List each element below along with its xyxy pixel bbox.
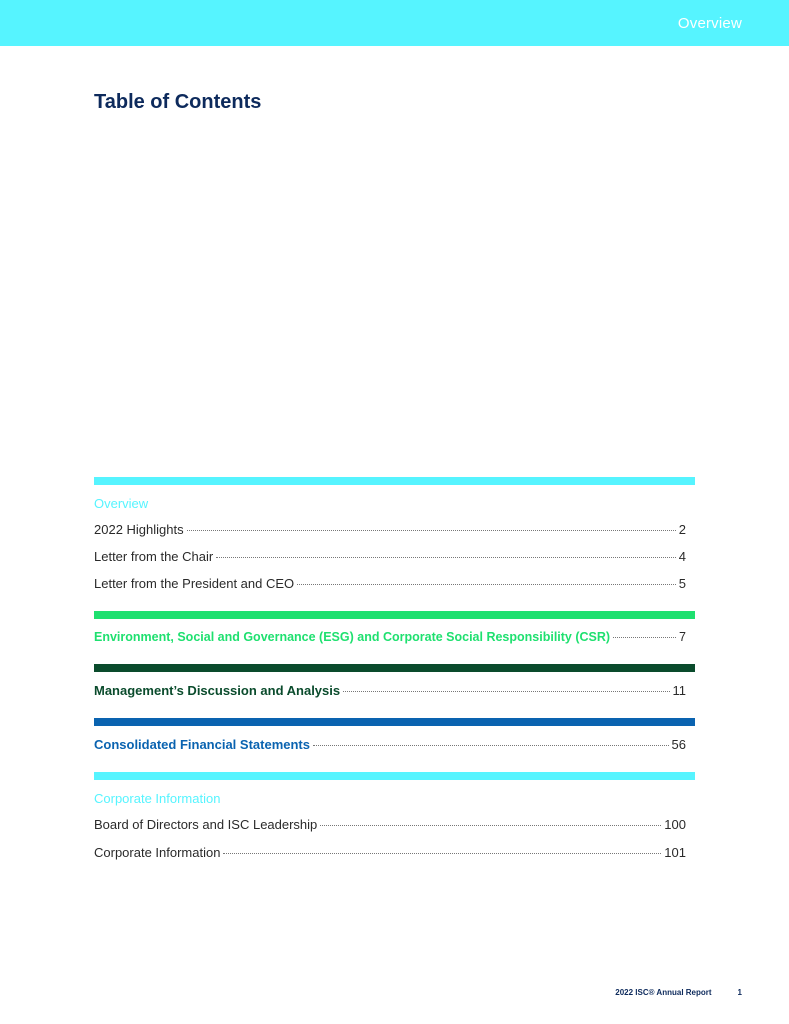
toc-entry-label: 2022 Highlights	[94, 522, 184, 537]
toc-entry-highlights[interactable]	[94, 522, 686, 540]
toc-entry-label: Consolidated Financial Statements	[94, 737, 310, 752]
header-section-label: Overview	[677, 15, 742, 32]
toc-entry-corporate-info[interactable]	[94, 845, 686, 863]
overview-rule	[94, 477, 695, 485]
toc-entry-letter-ceo[interactable]	[94, 576, 686, 594]
dot-leader	[216, 557, 676, 558]
toc-entry-page: 101	[664, 845, 686, 860]
toc-entry-label: Corporate Information	[94, 845, 221, 860]
toc-entry-esg[interactable]	[94, 630, 686, 648]
dot-leader	[223, 853, 661, 854]
toc-entry-page: 7	[679, 630, 686, 644]
dot-leader	[313, 745, 669, 746]
dot-leader	[320, 825, 661, 826]
footer-page-number: 1	[737, 988, 742, 997]
toc-entry-label: Management’s Discussion and Analysis	[94, 683, 341, 698]
toc-entry-mda[interactable]	[94, 683, 686, 701]
toc-entry-page: 100	[664, 817, 686, 832]
page-footer	[615, 988, 742, 997]
toc-entry-page: 4	[678, 549, 686, 564]
overview-heading: Overview	[94, 496, 149, 511]
corporate-heading: Corporate Information	[94, 791, 221, 806]
toc-entry-label: Environment, Social and Governance (ESG) and Corporate Social Responsibility (CSR)	[94, 630, 611, 644]
header-bar	[0, 0, 789, 46]
toc-entry-page: 2	[678, 522, 686, 537]
toc-entry-page: 11	[672, 683, 686, 698]
toc-entry-label: Letter from the President and CEO	[94, 576, 295, 591]
toc-entry-label: Board of Directors and ISC Leadership	[94, 817, 318, 832]
toc-entry-financials[interactable]	[94, 737, 686, 755]
mda-rule	[94, 664, 695, 672]
toc-entry-page: 5	[678, 576, 686, 591]
toc-entry-board[interactable]	[94, 817, 686, 835]
page-title: Table of Contents	[94, 91, 262, 113]
corporate-rule	[94, 772, 695, 780]
toc-entry-label: Letter from the Chair	[94, 549, 214, 564]
dot-leader	[187, 530, 676, 531]
toc-entry-page: 56	[671, 737, 686, 752]
dot-leader	[613, 637, 676, 638]
financials-rule	[94, 718, 695, 726]
dot-leader	[297, 584, 676, 585]
esg-rule	[94, 611, 695, 619]
dot-leader	[343, 691, 669, 692]
footer-report-title: 2022 ISC® Annual Report	[615, 988, 712, 997]
toc-entry-letter-chair[interactable]	[94, 549, 686, 567]
